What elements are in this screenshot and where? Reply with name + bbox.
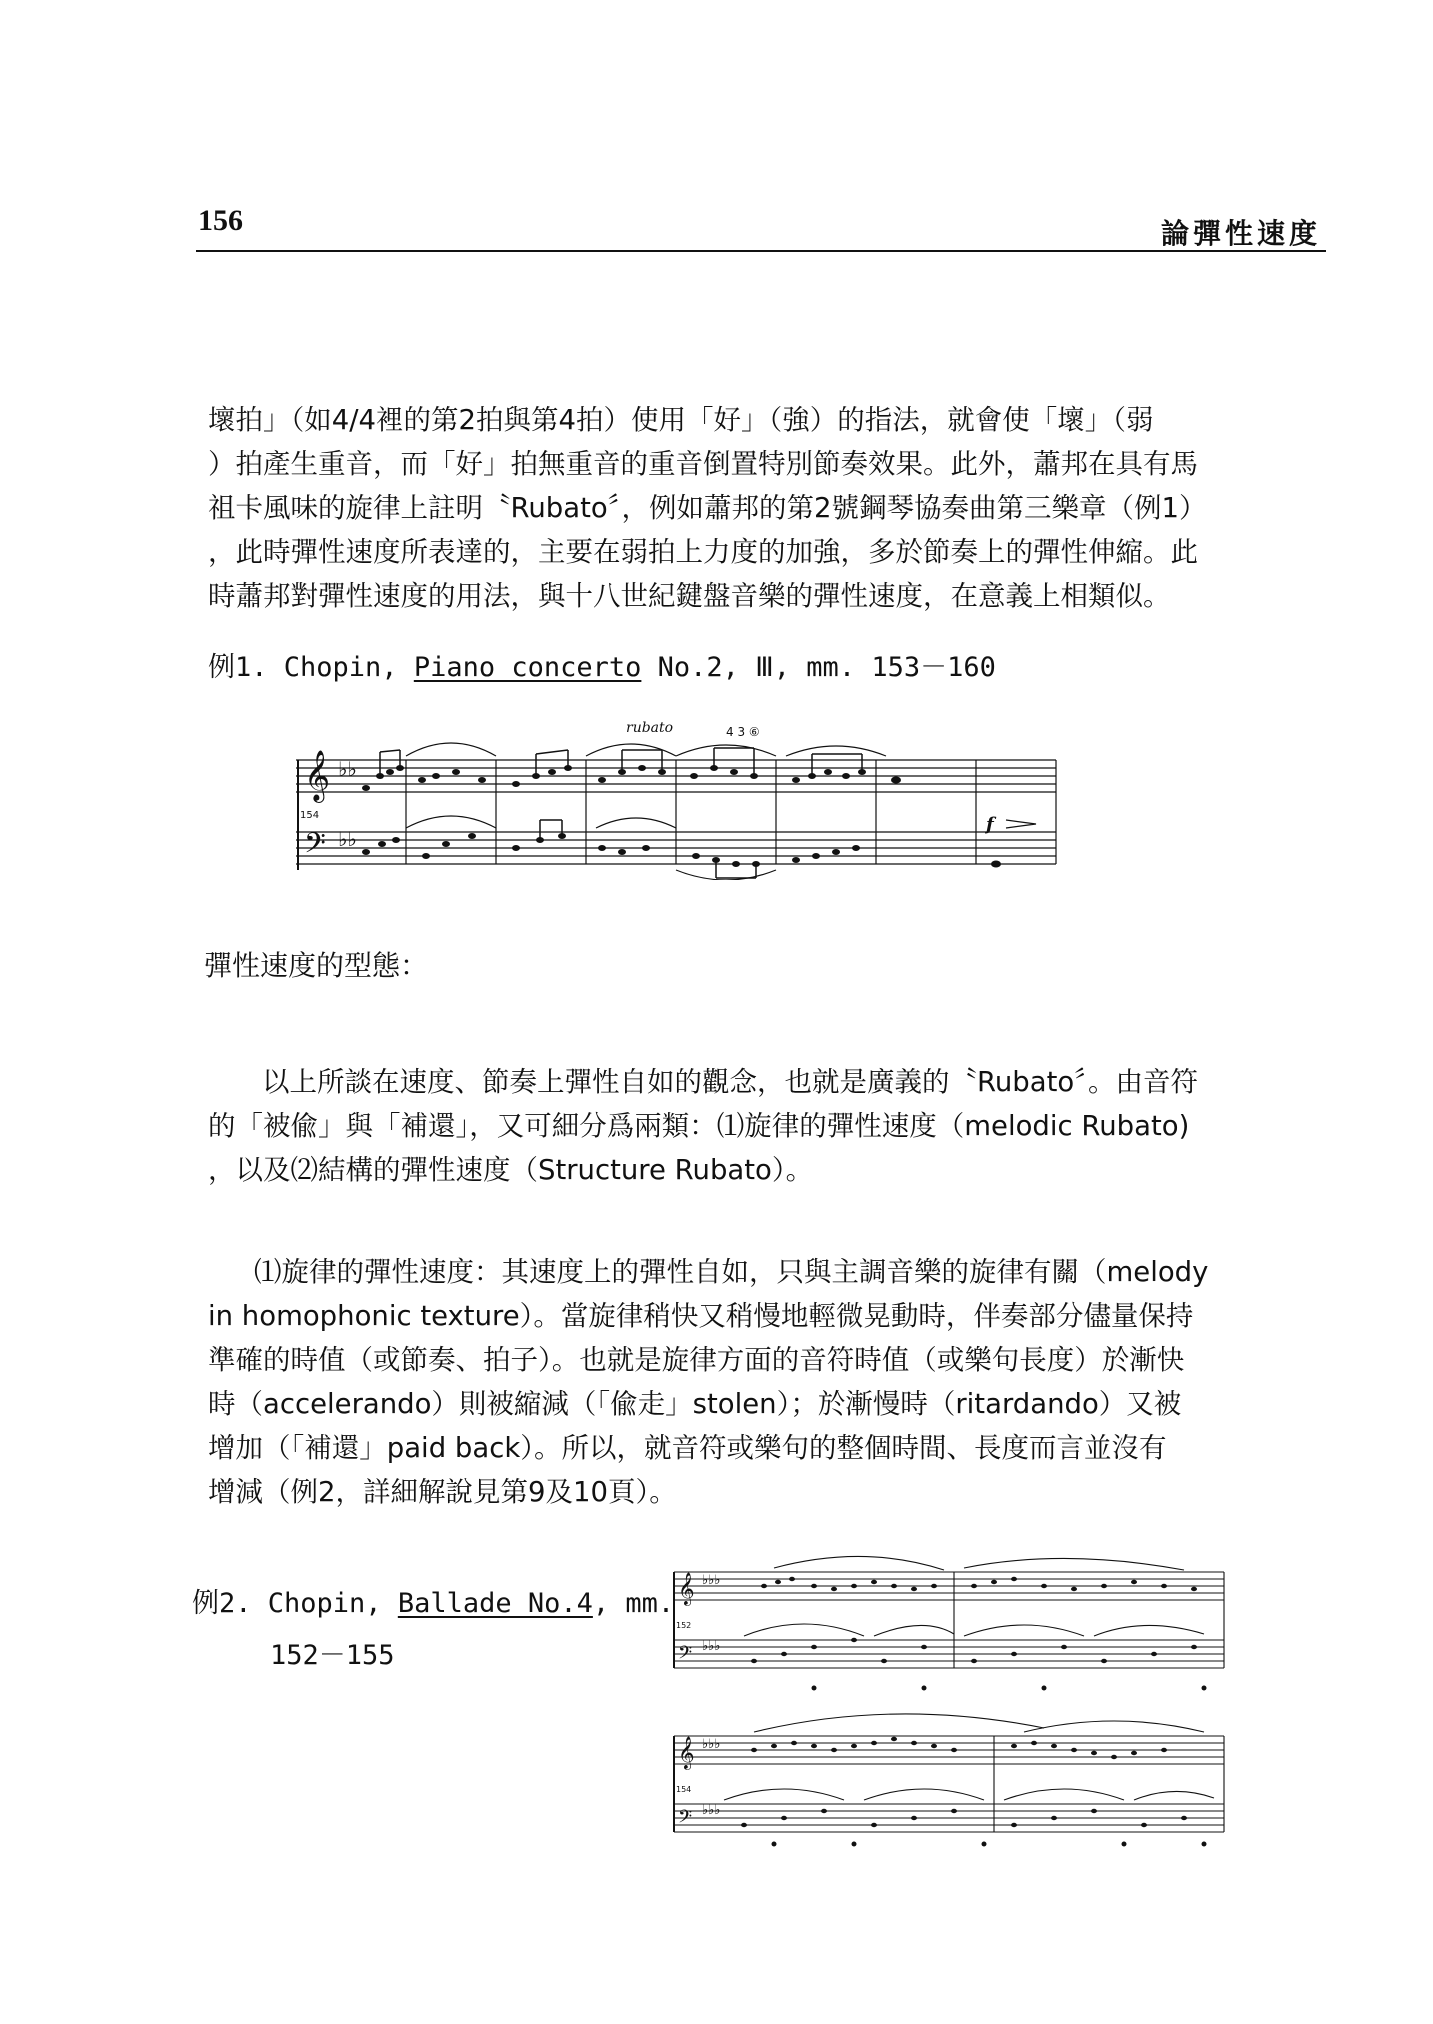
example2-caption — [192, 1582, 674, 1678]
text-line: ，此時彈性速度所表達的，主要在弱拍上力度的加強，多於節奏上的彈性伸縮。此 — [208, 536, 1198, 568]
text-line: 時蕭邦對彈性速度的用法，與十八世紀鍵盤音樂的彈性速度，在意義上相類似。 — [208, 580, 1171, 612]
svg-text:♭♭♭: ♭♭♭ — [702, 1639, 721, 1654]
svg-text:♭♭♭: ♭♭♭ — [702, 1573, 721, 1588]
text-line: 祖卡風味的旋律上註明〝Rubato〞，例如蕭邦的第2號鋼琴協奏曲第三樂章（例1） — [208, 492, 1207, 524]
section-heading: 彈性速度的型態： — [204, 949, 429, 982]
svg-text:♭♭: ♭♭ — [338, 827, 357, 851]
music-score-example1 — [296, 720, 1082, 880]
svg-text:𝄞: 𝄞 — [678, 1736, 695, 1769]
paragraph-rubato-types — [208, 1060, 1288, 1192]
svg-text:𝄞: 𝄞 — [678, 1572, 695, 1605]
example2-label: 例2. Chopin, — [192, 1588, 398, 1619]
music-score-example2 — [664, 1548, 1236, 1848]
text-line: ⑴旋律的彈性速度：其速度上的彈性自如，只與主調音樂的旋律有關（melody — [254, 1256, 1209, 1288]
example2-measures: 152－155 — [270, 1640, 395, 1671]
example1-caption — [208, 645, 996, 684]
svg-text:♭♭: ♭♭ — [338, 757, 357, 781]
svg-text:♭♭♭: ♭♭♭ — [702, 1737, 721, 1752]
svg-text:𝄞: 𝄞 — [304, 750, 331, 801]
example2-work-title: Ballade No.4 — [397, 1588, 593, 1619]
text-line: 以上所談在速度、節奏上彈性自如的觀念，也就是廣義的〝Rubato〞。由音符 — [262, 1066, 1198, 1098]
text-line: 準確的時值（或節奏、拍子）。也就是旋律方面的音符時值（或樂句長度）於漸快 — [208, 1344, 1185, 1376]
text-line: ）拍產生重音，而「好」拍無重音的重音倒置特別節奏效果。此外，蕭邦在具有馬 — [208, 448, 1198, 480]
running-title: 論彈性速度 — [1160, 217, 1321, 250]
paragraph-melodic-rubato — [208, 1250, 1288, 1514]
svg-text:𝄢: 𝄢 — [304, 827, 326, 867]
page-number: 156 — [198, 204, 243, 237]
measure-number: 154 — [676, 1785, 692, 1794]
svg-text:♭♭♭: ♭♭♭ — [702, 1803, 721, 1818]
example1-work-title: Piano concerto — [413, 652, 642, 683]
svg-text:𝄢: 𝄢 — [678, 1807, 693, 1832]
tempo-marking: rubato — [626, 720, 674, 736]
text-line: 壞拍」（如4/4裡的第2拍與第4拍）使用「好」（強）的指法，就會使「壞」（弱 — [208, 404, 1154, 436]
measure-number: 152 — [676, 1621, 692, 1630]
text-line: 的「被偸」與「補還」，又可細分爲兩類：⑴旋律的彈性速度（melodic Rubato) — [208, 1110, 1190, 1142]
text-line: ，以及⑵結構的彈性速度（Structure Rubato）。 — [208, 1154, 814, 1186]
text-line: 增減（例2，詳細解說見第9及10頁）。 — [208, 1476, 677, 1508]
header-rule — [196, 250, 1326, 252]
svg-text:𝄢: 𝄢 — [678, 1643, 693, 1668]
fingering-marking: 4 3 ⑥ — [726, 725, 760, 739]
example1-measures: No.2, Ⅲ, mm. 153－160 — [641, 652, 996, 683]
paragraph-rubato-chopin — [208, 398, 1288, 618]
example1-label: 例1. Chopin, — [208, 652, 414, 683]
text-line: 時（accelerando）則被縮減（「偸走」stolen）；於漸慢時（ritardando）又被 — [208, 1388, 1182, 1420]
text-line: in homophonic texture）。當旋律稍快又稍慢地輕微晃動時，伴奏部分儘量保持 — [208, 1300, 1194, 1332]
dynamic-marking: f — [986, 814, 994, 835]
example2-measures-label: , mm. — [592, 1588, 675, 1619]
measure-number: 154 — [300, 810, 320, 821]
text-line: 增加（「補還」paid back）。所以，就音符或樂句的整個時間、長度而言並沒有 — [208, 1432, 1167, 1464]
